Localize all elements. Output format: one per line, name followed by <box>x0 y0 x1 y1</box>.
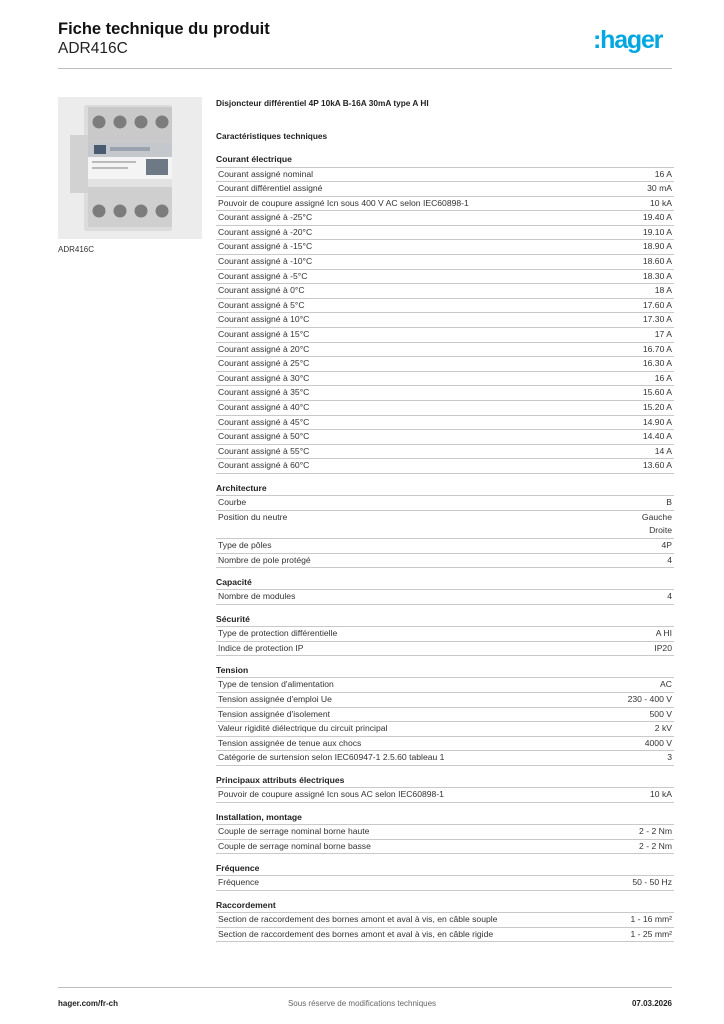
spec-value <box>643 386 674 400</box>
spec-row <box>216 416 674 431</box>
spec-sections <box>216 152 674 942</box>
spec-label: Courant différentiel assigné <box>218 183 323 194</box>
spec-value-line: 17 A <box>654 329 672 340</box>
spec-row <box>216 496 674 511</box>
spec-value <box>643 416 674 430</box>
spec-value <box>666 496 674 510</box>
spec-row <box>216 876 674 891</box>
spec-label: Courant assigné à 20°C <box>218 343 310 354</box>
characteristics-title: Caractéristiques techniques <box>216 131 328 141</box>
footer-website[interactable]: hager.com/fr-ch <box>58 999 119 1008</box>
page-title: Fiche technique du produit <box>58 20 270 38</box>
spec-value-line: 14.40 A <box>642 431 672 442</box>
footer-notice: Sous réserve de modifications techniques <box>287 999 437 1008</box>
spec-value-line: 18.90 A <box>642 241 672 252</box>
spec-value <box>655 372 674 386</box>
spec-value-line: IP20 <box>654 642 672 653</box>
spec-value <box>630 928 674 942</box>
spec-label: Pouvoir de coupure assigné Icn sous AC selon IEC60898-1 <box>218 789 444 800</box>
spec-row <box>216 313 674 328</box>
spec-label: Courant assigné à -20°C <box>218 226 313 237</box>
spec-row <box>216 357 674 372</box>
spec-row <box>216 445 674 460</box>
spec-label: Type de tension d'alimentation <box>218 679 334 690</box>
spec-label: Catégorie de surtension selon IEC60947-1 2.5.60 tableau 1 <box>218 752 445 763</box>
spec-row <box>216 788 674 803</box>
spec-value-line: A HI <box>655 628 672 639</box>
spec-label: Tension assignée de tenue aux chocs <box>218 737 362 748</box>
spec-value-line: 1 - 25 mm² <box>630 928 672 939</box>
spec-value-line: 18 A <box>654 285 672 296</box>
spec-row <box>216 511 674 539</box>
spec-row <box>216 722 674 737</box>
spec-value <box>643 299 674 313</box>
spec-row <box>216 737 674 752</box>
spec-value <box>632 876 674 890</box>
spec-value <box>650 788 674 802</box>
spec-value <box>643 430 674 444</box>
spec-row <box>216 226 674 241</box>
spec-row <box>216 627 674 642</box>
spec-value-line: B <box>666 497 672 508</box>
spec-value-line: 2 - 2 Nm <box>639 826 672 836</box>
spec-value-line: 10 kA <box>650 789 672 800</box>
spec-label: Courant assigné à -10°C <box>218 256 313 267</box>
spec-value-line: 14.90 A <box>642 416 672 427</box>
spec-value <box>647 182 674 196</box>
spec-value-line: 2 kV <box>654 723 672 734</box>
spec-value <box>643 313 674 327</box>
spec-row <box>216 539 674 554</box>
spec-label: Courant assigné à 25°C <box>218 358 310 369</box>
spec-value-line: 50 - 50 Hz <box>632 877 672 888</box>
spec-value <box>655 328 674 342</box>
spec-value <box>655 722 674 736</box>
spec-value-line: 500 V <box>649 708 672 719</box>
section-title: Installation, montage <box>216 810 674 826</box>
spec-value <box>650 708 674 722</box>
spec-value-line: 15.60 A <box>642 387 672 398</box>
spec-row <box>216 372 674 387</box>
spec-label: Courant assigné à 60°C <box>218 460 310 471</box>
spec-value <box>656 627 674 641</box>
spec-label: Tension assignée d'isolement <box>218 708 330 719</box>
section-title: Sécurité <box>216 612 674 628</box>
spec-value <box>643 211 674 225</box>
spec-value <box>639 825 674 839</box>
spec-label: Courant assigné à -15°C <box>218 241 313 252</box>
spec-row <box>216 840 674 855</box>
section-title: Courant électrique <box>216 152 674 168</box>
spec-label: Courant assigné à 55°C <box>218 445 310 456</box>
spec-value-line: 16.30 A <box>642 358 672 369</box>
spec-row <box>216 928 674 943</box>
spec-label: Nombre de modules <box>218 591 296 602</box>
spec-value <box>630 913 674 927</box>
spec-label: Type de pôles <box>218 539 272 550</box>
spec-label: Courant assigné à 5°C <box>218 299 305 310</box>
section-title: Fréquence <box>216 861 674 877</box>
spec-row <box>216 343 674 358</box>
spec-content <box>216 96 674 942</box>
spec-label: Courant assigné à 15°C <box>218 329 310 340</box>
footer-divider <box>58 987 672 988</box>
spec-row <box>216 459 674 474</box>
spec-value <box>655 168 674 182</box>
spec-label: Tension assignée d'emploi Ue <box>218 694 332 705</box>
spec-label: Position du neutre <box>218 511 288 522</box>
spec-label: Courant assigné à 45°C <box>218 416 310 427</box>
spec-label: Section de raccordement des bornes amont et aval à vis, en câble rigide <box>218 928 494 939</box>
spec-row <box>216 751 674 766</box>
section-title: Principaux attributs électriques <box>216 773 674 789</box>
product-reference: ADR416C <box>58 40 128 57</box>
section-title: Tension <box>216 663 674 679</box>
spec-label: Indice de protection IP <box>218 642 304 653</box>
spec-value-line: 19.40 A <box>642 212 672 223</box>
spec-value-line: 17.30 A <box>642 314 672 325</box>
section-title: Capacité <box>216 575 674 591</box>
spec-value <box>643 255 674 269</box>
footer-date: 07.03.2026 <box>631 999 672 1008</box>
header-divider <box>58 68 672 69</box>
product-description: Disjoncteur différentiel 4P 10kA B-16A 30mA type A HI <box>216 98 429 108</box>
spec-row <box>216 590 674 605</box>
spec-value <box>628 693 674 707</box>
spec-label: Section de raccordement des bornes amont et aval à vis, en câble souple <box>218 914 498 925</box>
spec-value <box>667 751 674 765</box>
spec-row <box>216 182 674 197</box>
spec-value-line: 16 A <box>654 372 672 383</box>
spec-value-line: Droite <box>649 525 672 536</box>
spec-row <box>216 401 674 416</box>
spec-value-line: 4 <box>667 554 672 565</box>
spec-value-line: 2 - 2 Nm <box>639 840 672 851</box>
spec-value <box>655 445 674 459</box>
spec-value-line: 4000 V <box>644 737 672 748</box>
spec-value <box>655 284 674 298</box>
spec-label: Courant assigné à 30°C <box>218 372 310 383</box>
spec-value <box>650 197 674 211</box>
spec-value <box>643 459 674 473</box>
spec-label: Valeur rigidité diélectrique du circuit principal <box>218 723 388 734</box>
spec-row <box>216 255 674 270</box>
spec-value <box>661 539 674 553</box>
spec-value-line: 18.30 A <box>642 270 672 281</box>
spec-row <box>216 328 674 343</box>
spec-row <box>216 211 674 226</box>
spec-label: Nombre de pole protégé <box>218 554 311 565</box>
spec-label: Fréquence <box>218 877 260 888</box>
spec-value-line: 16.70 A <box>642 343 672 354</box>
spec-row <box>216 270 674 285</box>
spec-row <box>216 284 674 299</box>
section-title: Architecture <box>216 481 674 497</box>
spec-row <box>216 299 674 314</box>
spec-label: Courant assigné à -25°C <box>218 212 313 223</box>
spec-row <box>216 386 674 401</box>
spec-value <box>660 678 674 692</box>
spec-label: Courant assigné à 50°C <box>218 431 310 442</box>
spec-value <box>667 554 674 568</box>
spec-row <box>216 430 674 445</box>
spec-value-line: AC <box>660 679 672 690</box>
spec-label: Courant assigné nominal <box>218 168 314 179</box>
spec-value-line: 16 A <box>654 168 672 179</box>
spec-value <box>643 226 674 240</box>
spec-value-line: 4P <box>661 539 672 550</box>
spec-value-line: Gauche <box>641 511 672 522</box>
spec-value <box>643 357 674 371</box>
spec-row <box>216 913 674 928</box>
spec-value-line: 30 mA <box>647 183 672 194</box>
spec-value-line: 17.60 A <box>642 299 672 310</box>
spec-value-line: 18.60 A <box>642 256 672 267</box>
spec-value-line: 1 - 16 mm² <box>630 914 672 925</box>
spec-value <box>643 270 674 284</box>
spec-value <box>639 840 674 854</box>
spec-value <box>643 240 674 254</box>
spec-row <box>216 240 674 255</box>
spec-label: Courant assigné à 40°C <box>218 402 310 412</box>
spec-label: Couple de serrage nominal borne basse <box>218 840 371 851</box>
spec-label: Type de protection différentielle <box>218 628 338 639</box>
spec-value-line: 10 kA <box>650 197 672 208</box>
spec-value-line: 3 <box>667 752 672 763</box>
spec-value-line: 15.20 A <box>642 402 672 412</box>
spec-row <box>216 693 674 708</box>
spec-value-line: 14 A <box>654 445 672 456</box>
spec-value <box>654 642 674 656</box>
spec-value <box>643 343 674 357</box>
spec-label: Couple de serrage nominal borne haute <box>218 826 370 836</box>
spec-row <box>216 197 674 212</box>
spec-value <box>667 590 674 604</box>
spec-value <box>643 401 674 415</box>
spec-label: Courant assigné à 0°C <box>218 285 305 296</box>
spec-value-line: 13.60 A <box>642 460 672 471</box>
spec-label: Courant assigné à -5°C <box>218 270 308 281</box>
spec-row <box>216 642 674 657</box>
spec-value <box>645 737 674 751</box>
spec-row <box>216 554 674 569</box>
spec-label: Courbe <box>218 497 247 508</box>
spec-row <box>216 825 674 840</box>
spec-row <box>216 168 674 183</box>
spec-value-line: 230 - 400 V <box>627 694 672 705</box>
spec-value-line: 19.10 A <box>642 226 672 237</box>
spec-label: Courant assigné à 35°C <box>218 387 310 398</box>
image-caption: ADR416C <box>58 245 95 254</box>
spec-value-line: 4 <box>667 591 672 602</box>
section-title: Raccordement <box>216 898 674 914</box>
hager-logo: :hager <box>593 26 663 54</box>
spec-row <box>216 708 674 723</box>
product-image <box>58 97 202 239</box>
spec-label: Pouvoir de coupure assigné Icn sous 400 V AC selon IEC60898-1 <box>218 197 469 208</box>
spec-value <box>642 511 674 538</box>
spec-label: Courant assigné à 10°C <box>218 314 310 325</box>
spec-row <box>216 678 674 693</box>
